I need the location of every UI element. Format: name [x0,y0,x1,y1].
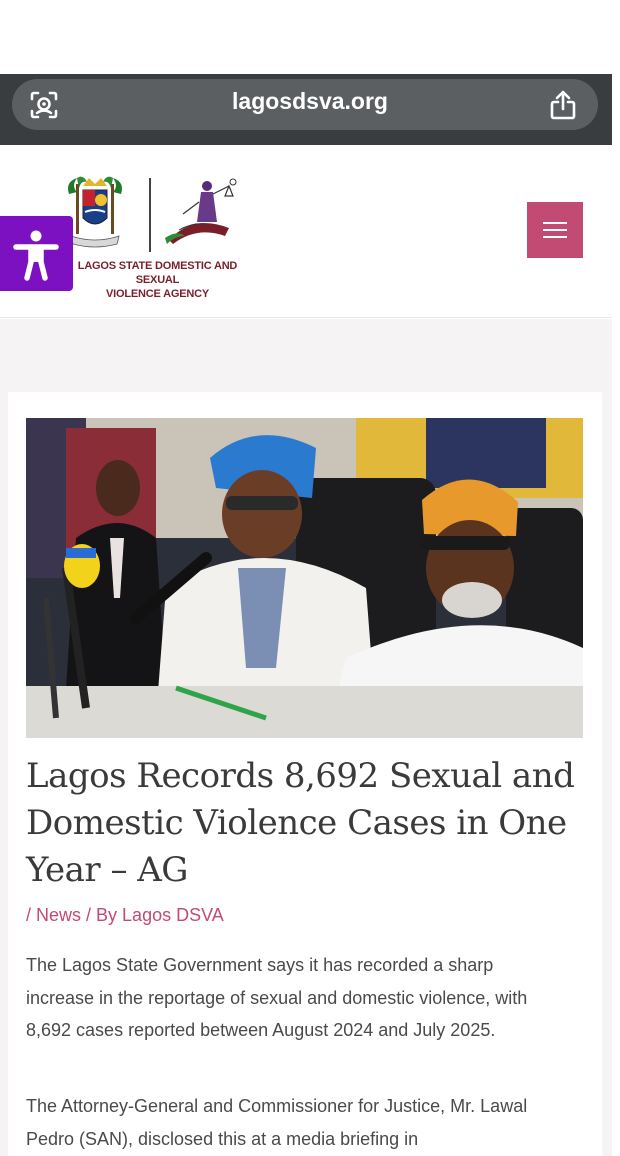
hamburger-menu-icon [543,236,567,238]
address-bar[interactable] [12,79,598,130]
featured-image[interactable] [26,418,583,738]
press-briefing-photo [26,418,583,738]
menu-button[interactable] [527,202,583,258]
agency-name-line2: VIOLENCE AGENCY [106,288,209,300]
category-link[interactable]: News [36,905,82,925]
agency-name-line1: LAGOS STATE DOMESTIC AND SEXUAL [77,260,238,286]
agency-name [55,259,260,301]
meta-prefix: / [26,905,37,925]
share-icon[interactable] [546,88,580,122]
url-text[interactable]: lagosdsva.org [232,88,388,114]
hamburger-menu-icon [543,229,567,231]
post-meta [26,905,224,926]
reader-mode-icon[interactable] [28,89,60,121]
hamburger-menu-icon [543,222,567,224]
article-title[interactable]: Lagos Records 8,692 Sexual and Domestic Violence Cases in One Year – AG [26,756,575,890]
article-paragraph: The Attorney-General and Commissioner for Justice, Mr. Lawal Pedro (SAN), disclosed this at a media briefing in [26,1096,528,1149]
article-paragraph: The Lagos State Government says it has recorded a sharp increase in the reportage of sexual and domestic violence, with 8,692 cases reported between August 2024 and July 2025. [26,955,528,1040]
author-link[interactable]: Lagos DSVA [122,905,224,925]
accessibility-person-icon [0,216,73,291]
accessibility-button[interactable] [0,216,73,291]
meta-separator: / By [81,905,123,925]
